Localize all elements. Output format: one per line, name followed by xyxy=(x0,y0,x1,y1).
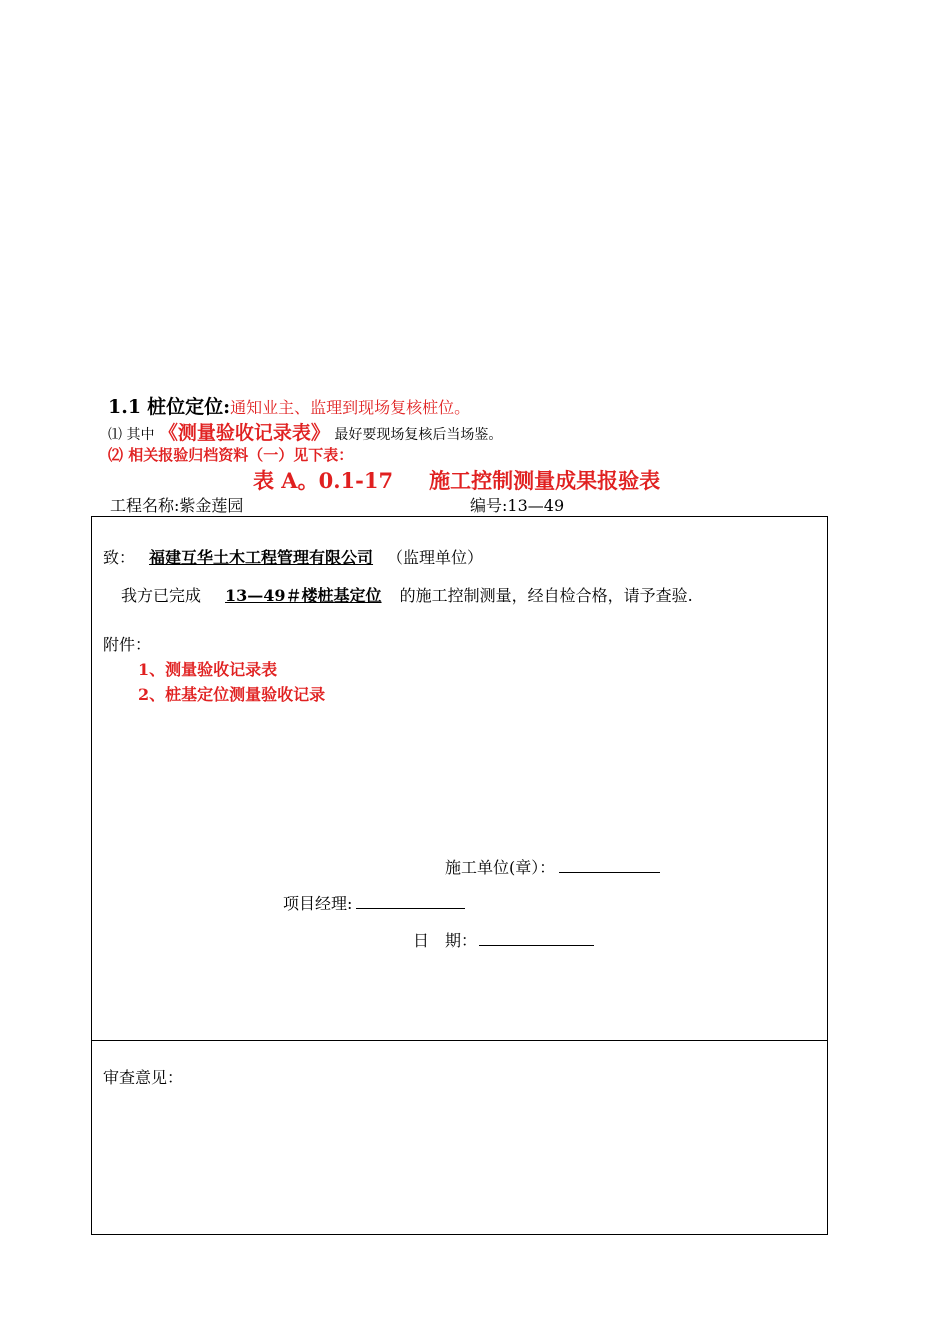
date-signature xyxy=(413,928,594,951)
form-code: 表 A。0.1-17 xyxy=(253,468,394,493)
form-divider xyxy=(92,1040,827,1041)
to-value: 福建互华土木工程管理有限公司 xyxy=(149,548,374,567)
instruction-doc-name: 《测量验收记录表》 xyxy=(158,422,330,444)
attachment-item-1: 1、测量验收记录表 xyxy=(138,660,278,679)
instruction-line-1 xyxy=(108,418,502,445)
instruction-prefix: ⑴ 其中 xyxy=(108,427,155,443)
serial-number xyxy=(470,493,564,516)
statement-suffix: 的施工控制测量，经自检合格，请予查验. xyxy=(399,586,693,605)
review-label: 审查意见： xyxy=(103,1068,184,1087)
serial-label: 编号: xyxy=(470,496,508,515)
statement-line xyxy=(121,583,693,606)
statement-prefix: 我方已完成 xyxy=(121,586,202,605)
section-note: 通知业主、监理到现场复核桩位。 xyxy=(230,398,471,417)
date-blank xyxy=(479,928,594,946)
manager-label: 项目经理: xyxy=(283,894,353,913)
section-title: 桩位定位 xyxy=(147,396,224,418)
contractor-blank xyxy=(559,855,660,873)
statement-value: 13—49＃楼桩基定位 xyxy=(225,586,382,605)
project-label: 工程名称: xyxy=(110,496,180,515)
to-role: （监理单位） xyxy=(387,548,484,567)
contractor-label: 施工单位(章）： xyxy=(445,858,556,877)
section-number: 1.1 xyxy=(108,396,142,418)
instruction-suffix: 最好要现场复核后当场鉴。 xyxy=(334,427,503,443)
addressee-line xyxy=(103,545,483,568)
form-name: 施工控制测量成果报验表 xyxy=(429,468,661,493)
date-label: 日 期： xyxy=(413,931,478,950)
contractor-signature xyxy=(445,855,660,878)
project-name xyxy=(110,493,243,516)
to-label: 致： xyxy=(103,548,136,567)
attachments-label: 附件： xyxy=(103,635,152,654)
section-heading xyxy=(108,392,470,419)
serial-value: 13—49 xyxy=(507,496,565,515)
attachment-item-2: 2、桩基定位测量验收记录 xyxy=(138,685,326,704)
form-title xyxy=(253,465,660,495)
section-colon: : xyxy=(223,396,231,418)
manager-signature xyxy=(283,891,465,914)
project-value: 紫金莲园 xyxy=(179,496,244,515)
form-table xyxy=(91,516,828,1235)
instruction-line-2: ⑵ 相关报验归档资料（一）见下表： xyxy=(108,446,354,464)
manager-blank xyxy=(356,891,465,909)
